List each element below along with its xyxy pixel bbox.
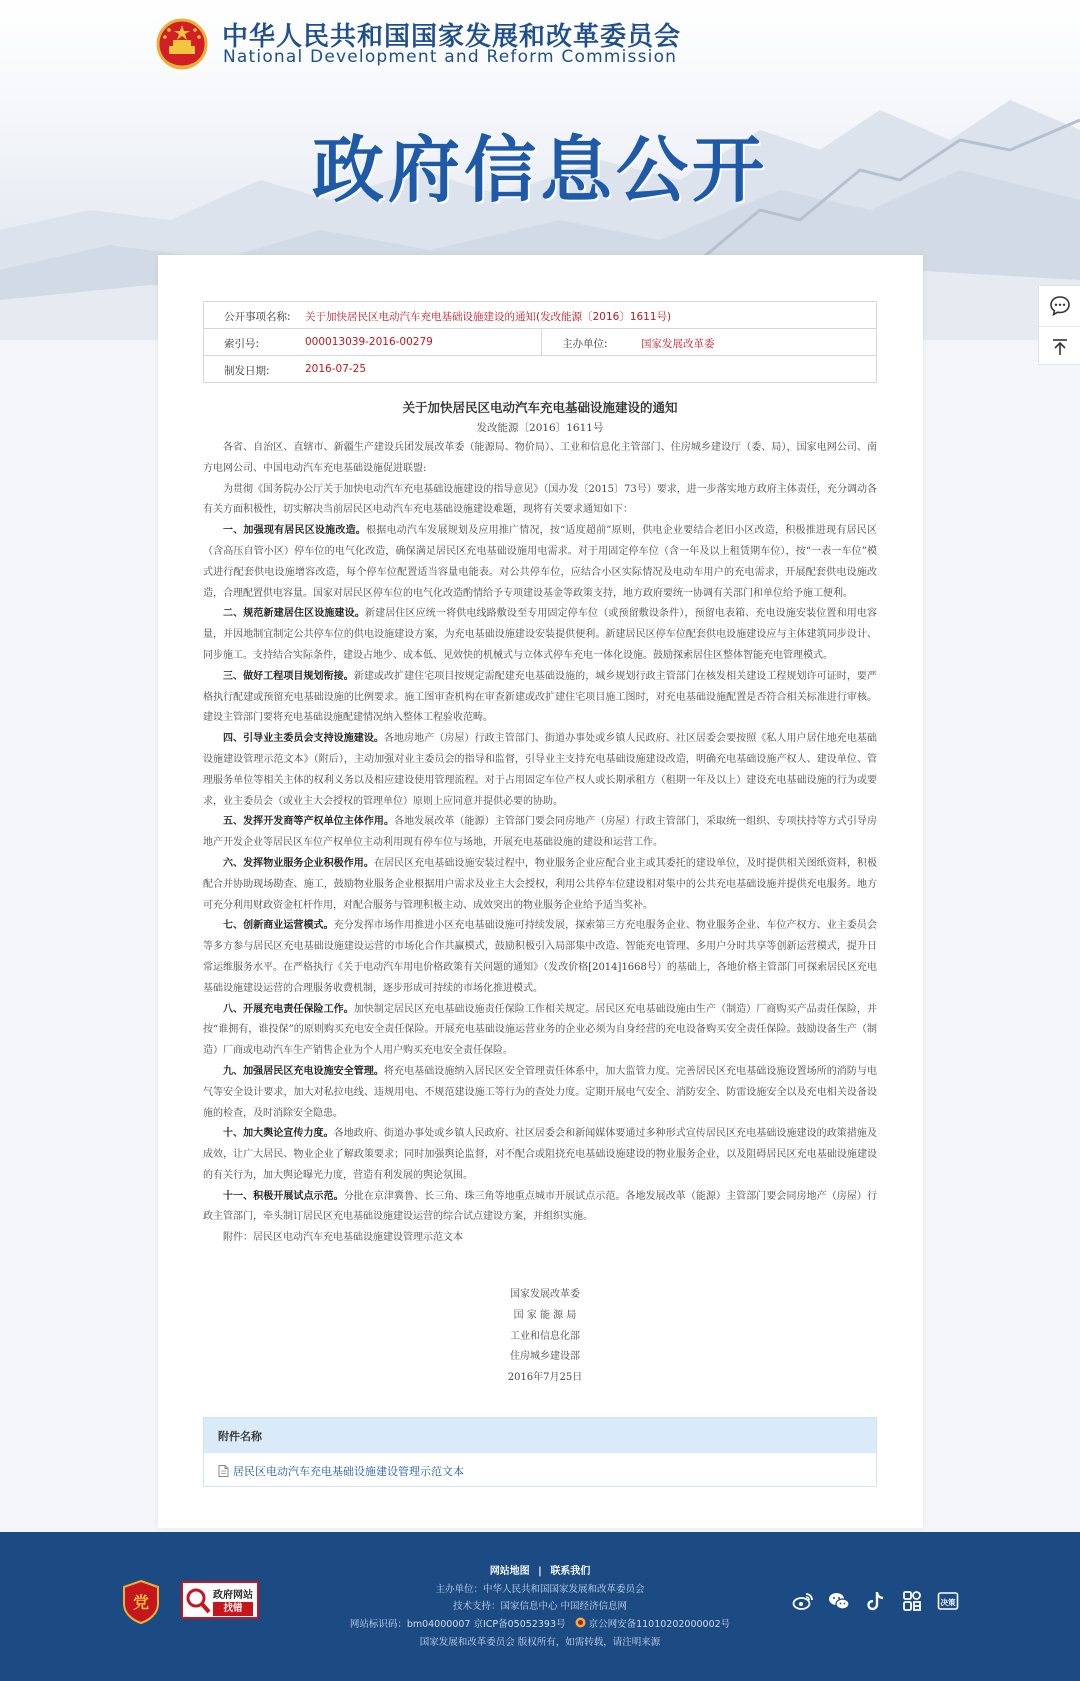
back-to-top-button[interactable] — [1039, 326, 1080, 366]
footer-link-separator: | — [538, 1566, 542, 1577]
index-label: 索引号: — [224, 338, 260, 350]
section-body: 根据电动汽车发展规划及应用推广情况，按“适度超前”原则，供电企业要结合老旧小区改造，积极推进现有居民区（含高压自管小区）停车位的电气化改造，确保满足居民区充电基础设施用电需求。对于用固定停车位（含一年及以上租赁期车位），按“一表一车位”模式进行配套供电设施增容改造，每个停车位配置适当容量电能表。对公共停车位，应结合小区实际情况及电动车用户的充电需求，开展配套供电设施改造，合理配置供电容量。国家对居民区停车位的电气化改造酌情给予专项建设基金等政策支持，地方政府要统一协调有关部门和单位给予施工便利。 — [203, 525, 877, 599]
national-emblem-icon — [156, 18, 208, 72]
index-value: 000013039-2016-00279 — [305, 336, 433, 348]
section-body: 分批在京津冀鲁、长三角、珠三角等地重点城市开展试点示范。各地发展改革（能源）主管部门要会同房地产（房屋）行政主管部门，牵头制订居民区充电基础设施建设运营的综合试点建设方案，并组织实施。 — [203, 1190, 877, 1223]
section-heading: 六、发挥物业服务企业积极作用。 — [223, 857, 374, 869]
section-paragraph — [203, 521, 877, 604]
meta-divider — [541, 329, 542, 356]
section-heading: 四、引导业主委员会支持设施建设。 — [223, 733, 384, 745]
footer-links — [0, 1562, 1080, 1577]
sign-date: 2016年7月25日 — [507, 1372, 583, 1384]
section-body: 各地房地产（房屋）行政主管部门、街道办事处或乡镇人民政府、社区居委会要按照《私人用户居住地充电基础设施建设管理示范文本》（附后），主动加强对业主委员会的指导和监督，引导业主支持充电基础设施建设改造，明确充电基础设施产权人、建设单位、管理服务单位等相关主体的权利义务以及相应建设使用管理流程。对于占用固定车位产权人或长期承租方（租期一年及以上）建设充电基础设施的行为或要求，业主委员会（或业主大会授权的管理单位）原则上应同意并提供必要的协助。 — [203, 733, 877, 807]
section-body: 加快制定居民区充电基础设施责任保险工作相关规定。居民区充电基础设施由生产（制造）厂商购买产品责任保险，并按“谁拥有，谁投保”的原则购买充电安全责任保险。开展充电基础设施运营业务的企业必须为自身经营的充电设备购买安全责任保险。鼓励设备生产（制造）厂商或电动汽车生产销售企业为个人用户购买充电安全责任保险。 — [203, 1003, 877, 1057]
section-body: 新建居住区应统一将供电线路敷设至专用固定停车位（或预留敷设条件），预留电表箱、充电设施安装位置和用电容量，并因地制宜制定公共停车位的供电设施建设方案，为充电基础设施建设安装提供便利。新建居民区停车位配套供电设施建设应与主体建筑同步设计、同步施工。支持结合实际条件，建设占地少、成本低、见效快的机械式与立体式停车充电一体化设施。鼓励探索居住区整体智能充电管理模式。 — [203, 608, 877, 661]
section-body: 各地政府、街道办事处或乡镇人民政府、社区居委会和新闻媒体要通过多种形式宣传居民区充电基础设施建设的政策措施及成效，让广大居民、物业企业了解政策要求；同时加强舆论监督，对不配合或阻挠充电基础设施建设的物业服务企业，以及阻碍居民区充电基础设施建设的有关行为，加大舆论曝光力度，营造有利发展的舆论氛围。 — [203, 1128, 877, 1181]
contact-link[interactable]: 联系我们 — [550, 1566, 591, 1577]
comment-icon — [1049, 295, 1071, 317]
section-paragraph — [203, 1062, 877, 1124]
section-paragraph — [203, 1124, 877, 1186]
section-heading: 一、加强现有居民区设施改造。 — [223, 525, 367, 537]
section-body: 各地发展改革（能源）主管部门要会同房地产（房屋）行政主管部门，采取统一组织、专项扶持等方式引导房地产开发企业等居民区车位产权单位主动利用现有停车位与场地，开展充电基础设施的建设和运营工作。 — [203, 816, 877, 849]
section-paragraph — [203, 1187, 877, 1229]
signer-item: 住房城乡建设部 — [510, 1351, 580, 1363]
signer-item: 国家发展改革委 — [510, 1289, 580, 1300]
section-heading: 七、创新商业运营模式。 — [223, 920, 334, 932]
footer-host: 主办单位：中华人民共和国国家发展和改革委员会 — [435, 1584, 645, 1595]
section-heading: 八、开展充电责任保险工作。 — [223, 1003, 354, 1015]
wechat-icon[interactable] — [828, 1590, 850, 1612]
comment-button[interactable] — [1039, 286, 1080, 326]
document-salutation: 各省、自治区、直辖市、新疆生产建设兵团发展改革委（能源局、物价局）、工业和信息化主管部门、住房城乡建设厅（委、局），国家电网公司、南方电网公司、中国电动汽车充电基础设施促进联盟: — [203, 442, 877, 474]
section-paragraph — [203, 667, 877, 729]
document-number: 发改能源〔2016〕1611号 — [476, 422, 604, 434]
gov-site-label: 政府网站 — [213, 1590, 253, 1601]
section-paragraph — [203, 729, 877, 812]
gov-site-error-report-button[interactable] — [181, 1581, 259, 1619]
meta-row-index — [204, 329, 876, 356]
decision-icon[interactable] — [937, 1590, 959, 1612]
info-meta-table — [203, 301, 877, 383]
section-body: 新建或改扩建住宅项目按规定需配建充电基础设施的，城乡规划行政主管部门在核发相关建设工程规划许可证时，要严格执行配建或预留充电基础设施的比例要求。施工图审查机构在审查新建或改扩建住宅项目施工图时，对充电基础设施配置是否符合相关标准进行审核。建设主管部门要将充电基础设施配建情况纳入整体工程验收范畴。 — [203, 670, 877, 724]
org-name-cn: 中华人民共和国国家发展和改革委员会 — [222, 22, 682, 52]
document-title: 关于加快居民区电动汽车充电基础设施建设的通知 — [402, 400, 678, 415]
side-toolbar — [1038, 285, 1080, 365]
section-heading: 九、加强居民区充电设施安全管理。 — [223, 1065, 384, 1077]
footer-copyright: 国家发展和改革委员会 版权所有，如需转载，请注明来源 — [419, 1637, 661, 1648]
sitemap-link[interactable]: 网站地图 — [489, 1566, 530, 1577]
document-signers — [440, 1285, 650, 1389]
item-name-label: 公开事项名称: — [224, 311, 291, 323]
site-footer — [0, 1532, 1080, 1681]
footer-police[interactable]: 京公网安备11010202000002号 — [588, 1619, 731, 1630]
item-name-value: 关于加快居民区电动汽车充电基础设施建设的通知(发改能源〔2016〕1611号) — [305, 311, 672, 323]
date-value: 2016-07-25 — [305, 363, 367, 375]
party-org-badge-icon[interactable] — [122, 1580, 160, 1624]
org-name-en: National Development and Reform Commission — [223, 47, 678, 67]
police-badge-icon — [575, 1617, 586, 1628]
date-label: 制发日期: — [224, 365, 270, 377]
tiktok-icon[interactable] — [865, 1590, 887, 1612]
signer-item: 国 家 能 源 局 — [513, 1309, 577, 1321]
footer-site-code[interactable]: 网站标识码：bm04000007 京ICP备05052393号 — [349, 1619, 566, 1630]
attachments-header: 附件名称 — [204, 1418, 876, 1453]
section-paragraph — [203, 812, 877, 854]
section-heading: 五、发挥开发商等产权单位主体作用。 — [223, 816, 395, 828]
footer-support: 技术支持：国家信息中心 中国经济信息网 — [452, 1601, 628, 1612]
meta-row-date — [204, 356, 876, 383]
attachment-link[interactable] — [204, 1453, 876, 1489]
section-paragraph — [203, 916, 877, 999]
app-icon[interactable] — [901, 1590, 923, 1612]
attachments-box — [203, 1417, 877, 1487]
document-intro: 为贯彻《国务院办公厅关于加快电动汽车充电基础设施建设的指导意见》（国办发〔2015〕73号）要求，进一步落实地方政府主体责任，充分调动各有关方面积极性，切实解决当前居民区电动汽车充电基础设施建设难题，现将有关要求通知如下： — [203, 483, 877, 516]
footer-registration — [0, 1616, 1080, 1630]
document-body — [203, 398, 877, 1249]
document-icon — [218, 1465, 229, 1477]
org-value: 国家发展改革委 — [641, 338, 715, 350]
section-heading: 十、加大舆论宣传力度。 — [223, 1128, 334, 1140]
org-label: 主办单位: — [562, 338, 608, 350]
section-title: 政府信息公开 — [311, 128, 768, 212]
signer-item: 工业和信息化部 — [510, 1330, 580, 1342]
section-paragraph — [203, 604, 877, 666]
attachment-link-label: 居民区电动汽车充电基础设施建设管理示范文本 — [233, 1465, 464, 1478]
weibo-icon[interactable] — [792, 1590, 814, 1612]
section-paragraph — [203, 854, 877, 916]
section-body: 将充电基础设施纳入居民区安全管理责任体系中，加大监管力度。完善居民区充电基础设施设置场所的消防与电气等安全设计要求，加大对私拉电线、违规用电、不规范建设施工等行为的查处力度。定期开展电气安全、消防安全、防雷设施安全以及充电相关设备设施的检查，及时消除安全隐患。 — [203, 1065, 877, 1119]
section-body: 在居民区充电基础设施安装过程中，物业服务企业应配合业主或其委托的建设单位，及时提供相关图纸资料，积极配合并协助现场勘查、施工，鼓励物业服务企业根据用户需求及业主大会授权，利用公共停车位建设相对集中的公共充电基础设施并提供充电服务。地方可充分利用财政资金杠杆作用，对配合服务与管理积极主动、成效突出的物业服务企业给予适当奖补。 — [203, 857, 877, 911]
party-badge-text: 党 — [132, 1593, 150, 1612]
section-heading: 三、做好工程项目规划衔接。 — [223, 670, 354, 682]
back-to-top-icon — [1050, 337, 1070, 357]
section-heading: 二、规范新建居住区设施建设。 — [223, 608, 365, 620]
section-heading: 十一、积极开展试点示范。 — [223, 1190, 344, 1202]
magnifier-icon — [185, 1586, 211, 1616]
attachment-note: 附件：居民区电动汽车充电基础设施建设管理示范文本 — [223, 1232, 463, 1244]
section-body: 充分发挥市场作用推进小区充电基础设施可持续发展，探索第三方充电服务企业、物业服务企业、车位产权方、业主委员会等多方参与居民区充电基础设施建设运营的市场化合作共赢模式，鼓励积极引入局部集中改造、智能充电管理、多用户分时共享等创新运营模式，提升日常运维服务水平。在严格执行《关于电动汽车用电价格政策有关问题的通知》（发改价格[2014]1668号）的基础上，各地价格主管部门可探索居民区充电基础设施建设运营的合理服务收费机制，逐步形成可持续的市场化推进模式。 — [203, 920, 877, 994]
error-report-label: 找错 — [213, 1602, 253, 1616]
section-paragraph — [203, 1000, 877, 1062]
decision-icon-text: 决策 — [940, 1598, 956, 1607]
meta-row-item-name — [204, 302, 876, 329]
